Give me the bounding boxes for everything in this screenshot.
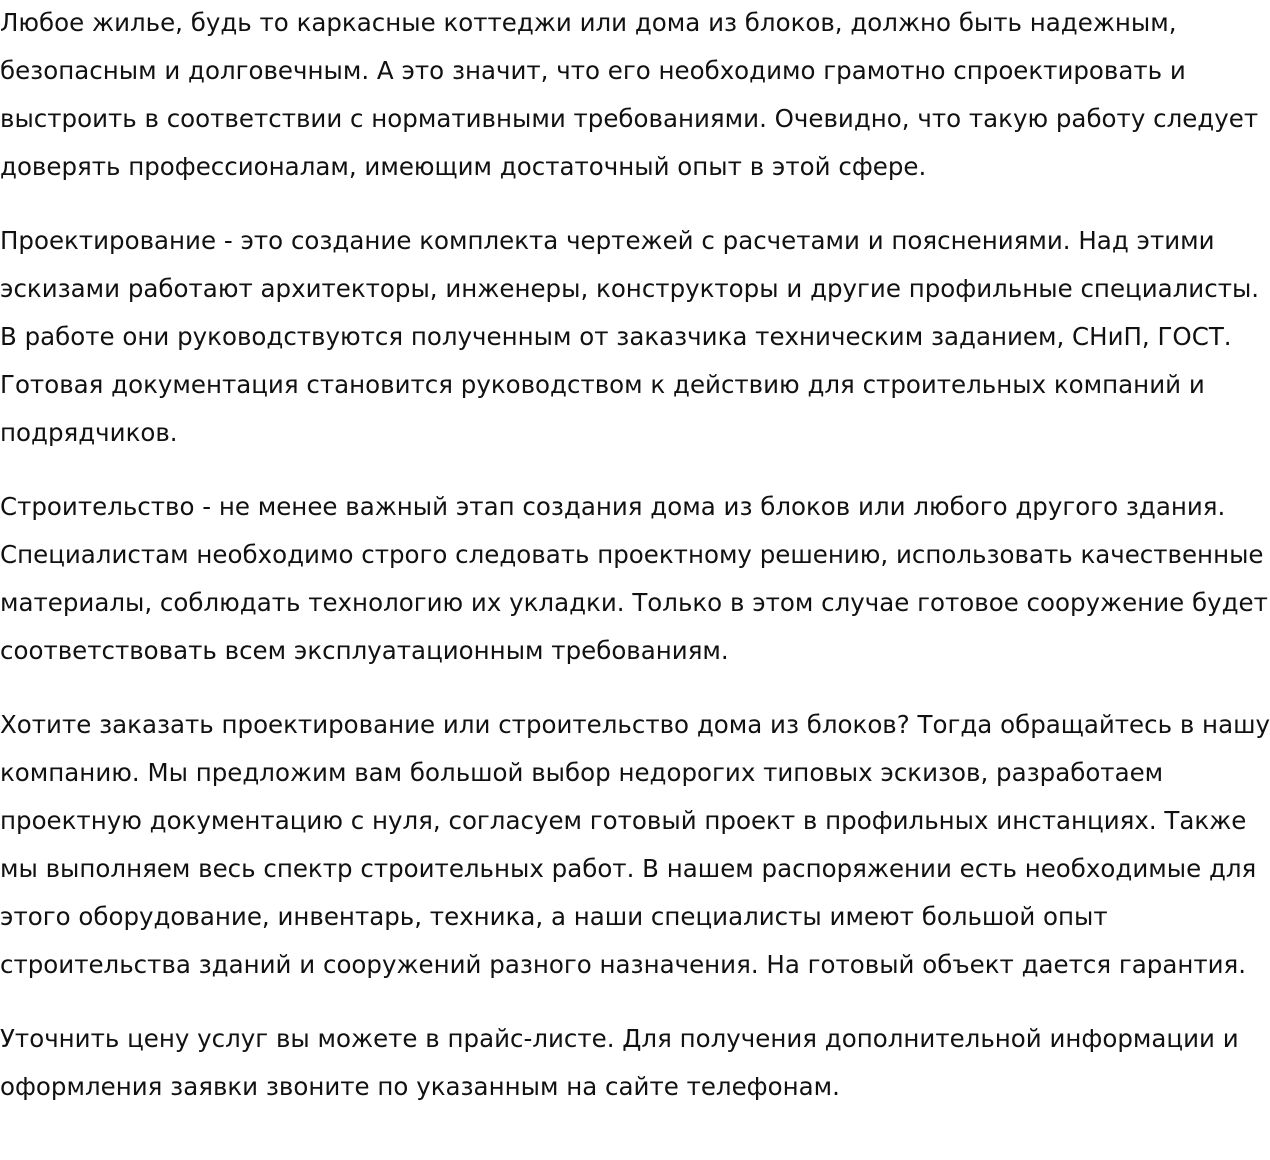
paragraph-design: Проектирование - это создание комплекта чертежей с расчетами и пояснениями. Над этими эскизами работают архитекторы, инженеры, конструкторы и другие профильные специалисты. В работе они руководствуются полученным от заказчика техническим заданием, СНиП, ГОСТ. Готовая документация становится руководством к действию для строительных компаний и подрядчиков.	[0, 226, 1260, 447]
paragraph-contacts: Уточнить цену услуг вы можете в прайс-листе. Для получения дополнительной информации и оформления заявки звоните по указанным на сайте телефонам.	[0, 1024, 1239, 1101]
paragraph-order: Хотите заказать проектирование или строительство дома из блоков? Тогда обращайтесь в нашу компанию. Мы предложим вам большой выбор недорогих типовых эскизов, разработаем проектную документацию с нуля, согласуем готовый проект в профильных инстанциях. Также мы выполняем весь спектр строительных работ. В нашем распоряжении есть необходимые для этого оборудование, инвентарь, техника, а наши специалисты имеют большой опыт строительства зданий и сооружений разного назначения. На готовый объект дается гарантия.	[0, 710, 1270, 979]
paragraph-intro: Любое жилье, будь то каркасные коттеджи или дома из блоков, должно быть надежным, безопасным и долговечным. А это значит, что его необходимо грамотно спроектировать и выстроить в соответствии с нормативными требованиями. Очевидно, что такую работу следует доверять профессионалам, имеющим достаточный опыт в этой сфере.	[0, 8, 1259, 181]
paragraph-construction: Строительство - не менее важный этап создания дома из блоков или любого другого здания. Специалистам необходимо строго следовать проектному решению, использовать качественные материалы, соблюдать технологию их укладки. Только в этом случае готовое сооружение будет соответствовать всем эксплуатационным требованиям.	[0, 492, 1268, 665]
